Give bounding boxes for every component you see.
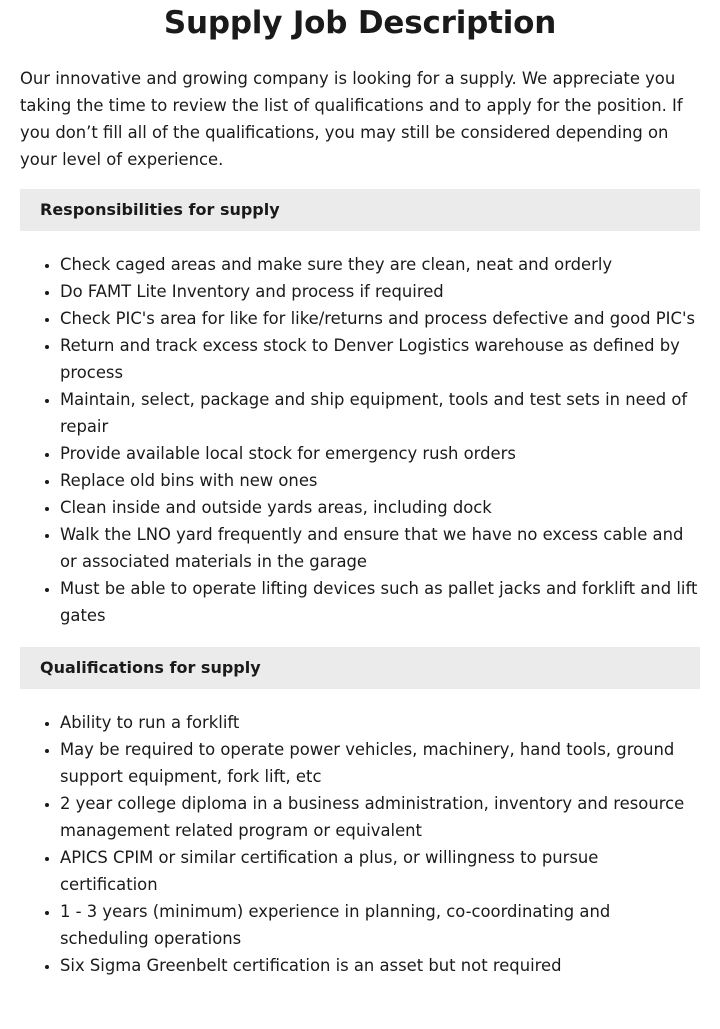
responsibilities-list	[20, 251, 700, 629]
list-item: • Check PIC's area for like for like/returns and process defective and good PIC's	[60, 305, 700, 332]
list-item: • Maintain, select, package and ship equipment, tools and test sets in need of repair	[60, 386, 700, 440]
responsibilities-heading: Responsibilities for supply	[20, 189, 700, 231]
qualifications-list	[20, 709, 700, 979]
list-item: • Provide available local stock for emergency rush orders	[60, 440, 700, 467]
list-item: • Do FAMT Lite Inventory and process if required	[60, 278, 700, 305]
list-item: • Ability to run a forklift	[60, 709, 700, 736]
list-item: • Must be able to operate lifting devices such as pallet jacks and forklift and lift gates	[60, 575, 700, 629]
list-item: • Clean inside and outside yards areas, including dock	[60, 494, 700, 521]
qualifications-heading: Qualifications for supply	[20, 647, 700, 689]
list-item: • 1 - 3 years (minimum) experience in planning, co-coordinating and scheduling operations	[60, 898, 700, 952]
list-item: • Return and track excess stock to Denver Logistics warehouse as defined by process	[60, 332, 700, 386]
list-item: • Check caged areas and make sure they are clean, neat and orderly	[60, 251, 700, 278]
list-item: • Replace old bins with new ones	[60, 467, 700, 494]
list-item: • Walk the LNO yard frequently and ensure that we have no excess cable and or associated materials in the garage	[60, 521, 700, 575]
list-item: • 2 year college diploma in a business administration, inventory and resource management related program or equivalent	[60, 790, 700, 844]
page-title: Supply Job Description	[163, 5, 557, 41]
list-item: • May be required to operate power vehicles, machinery, hand tools, ground support equipment, fork lift, etc	[60, 736, 700, 790]
list-item: • APICS CPIM or similar certification a plus, or willingness to pursue certification	[60, 844, 700, 898]
intro-paragraph: Our innovative and growing company is looking for a supply. We appreciate you taking the time to review the list of qualifications and to apply for the position. If you don’t fill all of the qualifications, you may still be considered depending on your level of experience.	[20, 69, 683, 169]
list-item: • Six Sigma Greenbelt certification is an asset but not required	[60, 952, 700, 979]
